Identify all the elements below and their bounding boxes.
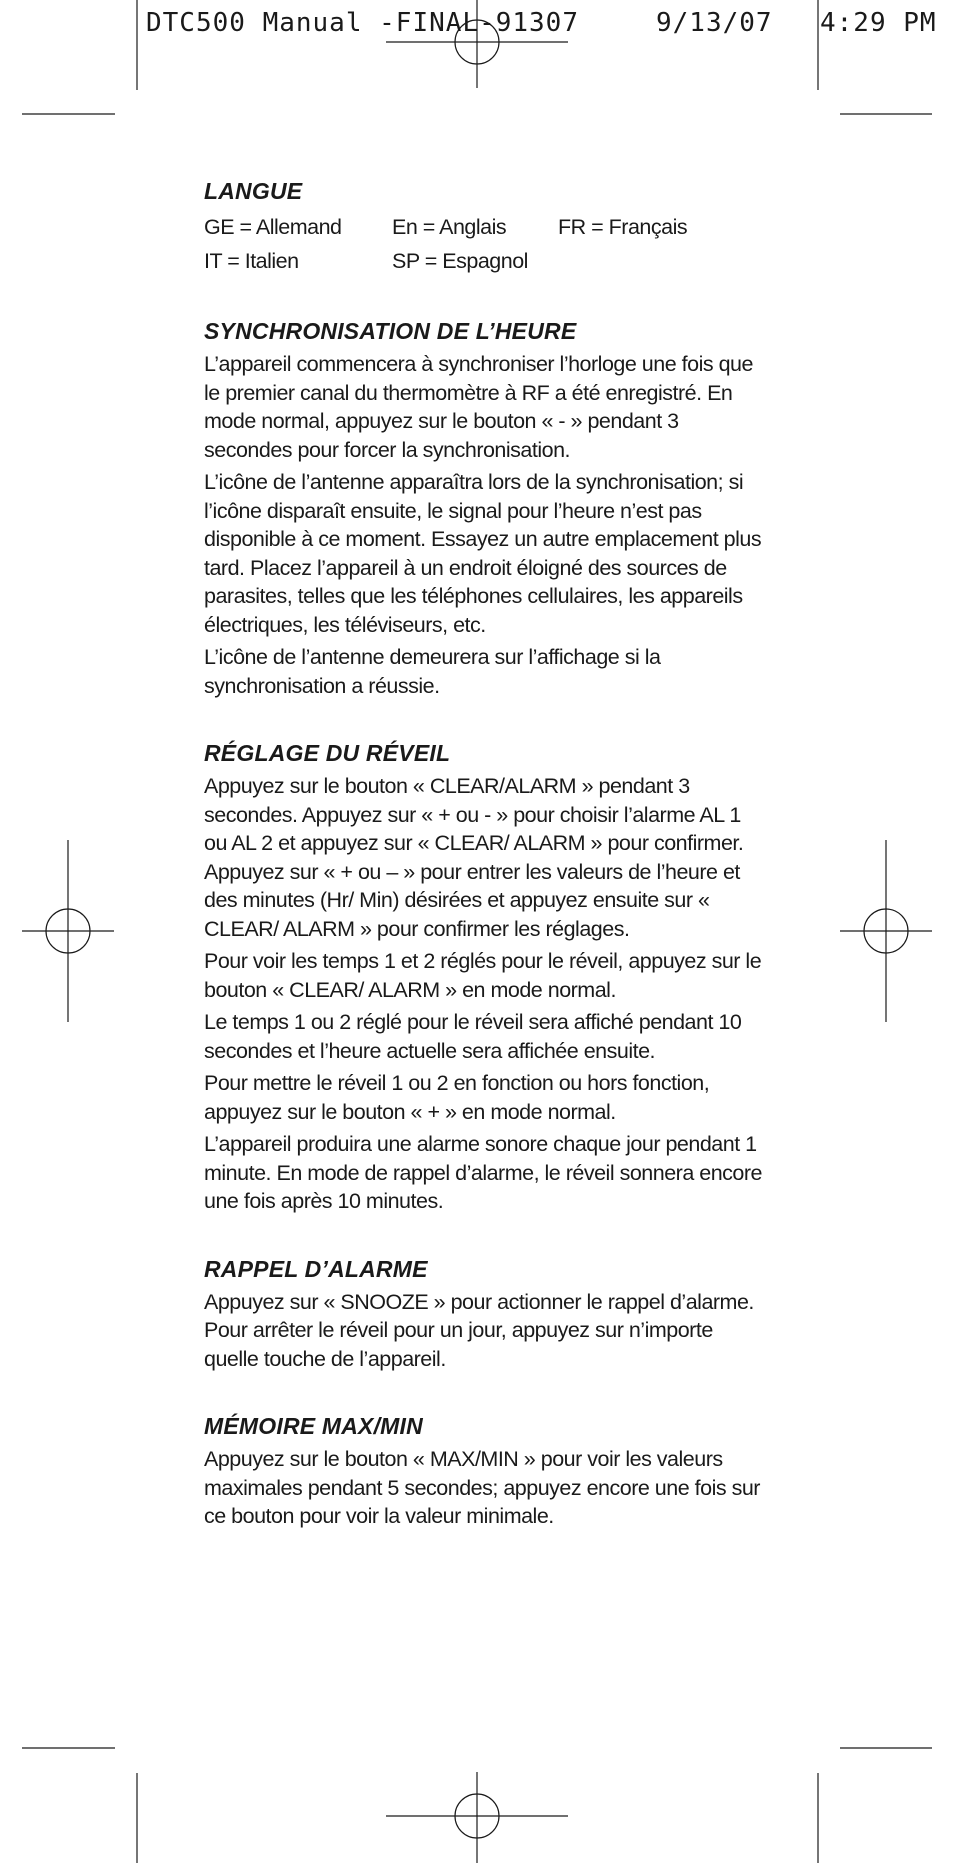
section-title-sync: SYNCHRONISATION DE L’HEURE	[204, 318, 577, 344]
manual-page-content	[204, 176, 764, 1569]
paragraph: Appuyez sur « SNOOZE » pour actionner le rappel d’alarme. Pour arrêter le réveil pour un jour, appuyez sur n’importe quelle touche de l’appareil.	[204, 1289, 754, 1371]
section-title-alarm: RÉGLAGE DU RÉVEIL	[204, 740, 451, 766]
print-slug	[146, 8, 937, 128]
section-title-snooze: RAPPEL D’ALARME	[204, 1255, 428, 1282]
section-title-langue: LANGUE	[204, 178, 303, 204]
slug-date: 9/13/07	[656, 8, 773, 38]
slug-doc-name: DTC500 Manual -FINAL-91307	[146, 8, 579, 38]
paragraph: L’icône de l’antenne apparaîtra lors de la synchronisation; si l’icône disparaît ensuite, le signal pour l’heure n’est pas disponible à ce moment. Essayez un autre emplacement plus tard. Placez l’appareil à un endroit éloigné des sources de parasites, telles que les téléphones cellulaires, les appareils électriques, les téléviseurs, etc.	[204, 470, 762, 637]
section-snooze	[204, 1254, 764, 1374]
paragraph: L’appareil commencera à synchroniser l’horloge une fois que le premier canal du thermomètre à RF a été enregistré. En mode normal, appuyez sur le bouton « - » pendant 3 secondes pour forcer la synchronisation.	[204, 352, 753, 462]
paragraph: L’icône de l’antenne demeurera sur l’affichage si la synchronisation a réussie.	[204, 645, 661, 698]
section-maxmin	[204, 1411, 764, 1531]
language-list	[204, 210, 764, 278]
slug-time: 4:29 PM	[820, 8, 937, 38]
section-title-maxmin: MÉMOIRE MAX/MIN	[204, 1413, 423, 1439]
paragraph: L’appareil produira une alarme sonore chaque jour pendant 1 minute. En mode de rappel d’alarme, le réveil sonnera encore une fois après 10 minutes.	[204, 1132, 762, 1213]
language-item: En = Anglais	[392, 215, 507, 239]
language-item: GE = Allemand	[204, 215, 342, 239]
language-item: FR = Français	[558, 215, 688, 239]
language-item: IT = Italien	[204, 249, 299, 273]
paragraph: Pour mettre le réveil 1 ou 2 en fonction ou hors fonction, appuyez sur le bouton « + » en mode normal.	[204, 1071, 710, 1124]
paragraph: Appuyez sur le bouton « CLEAR/ALARM » pendant 3 secondes. Appuyez sur « + ou - » pour choisir l’alarme AL 1 ou AL 2 et appuyez sur « CLEAR/ ALARM » pour confirmer. Appuyez sur « + ou – » pour entrer les valeurs de l’heure et des minutes (Hr/ Min) désirées et appuyez ensuite sur « CLEAR/ ALARM » pour confirmer les réglages.	[204, 774, 744, 941]
section-alarm	[204, 738, 764, 1216]
language-item: SP = Espagnol	[392, 249, 528, 273]
section-sync	[204, 316, 764, 700]
section-langue	[204, 176, 764, 278]
paragraph: Appuyez sur le bouton « MAX/MIN » pour voir les valeurs maximales pendant 5 secondes; appuyez encore une fois sur ce bouton pour voir la valeur minimale.	[204, 1447, 760, 1528]
paragraph: Pour voir les temps 1 et 2 réglés pour le réveil, appuyez sur le bouton « CLEAR/ ALARM » en mode normal.	[204, 949, 762, 1002]
paragraph: Le temps 1 ou 2 réglé pour le réveil sera affiché pendant 10 secondes et l’heure actuelle sera affichée ensuite.	[204, 1010, 742, 1063]
